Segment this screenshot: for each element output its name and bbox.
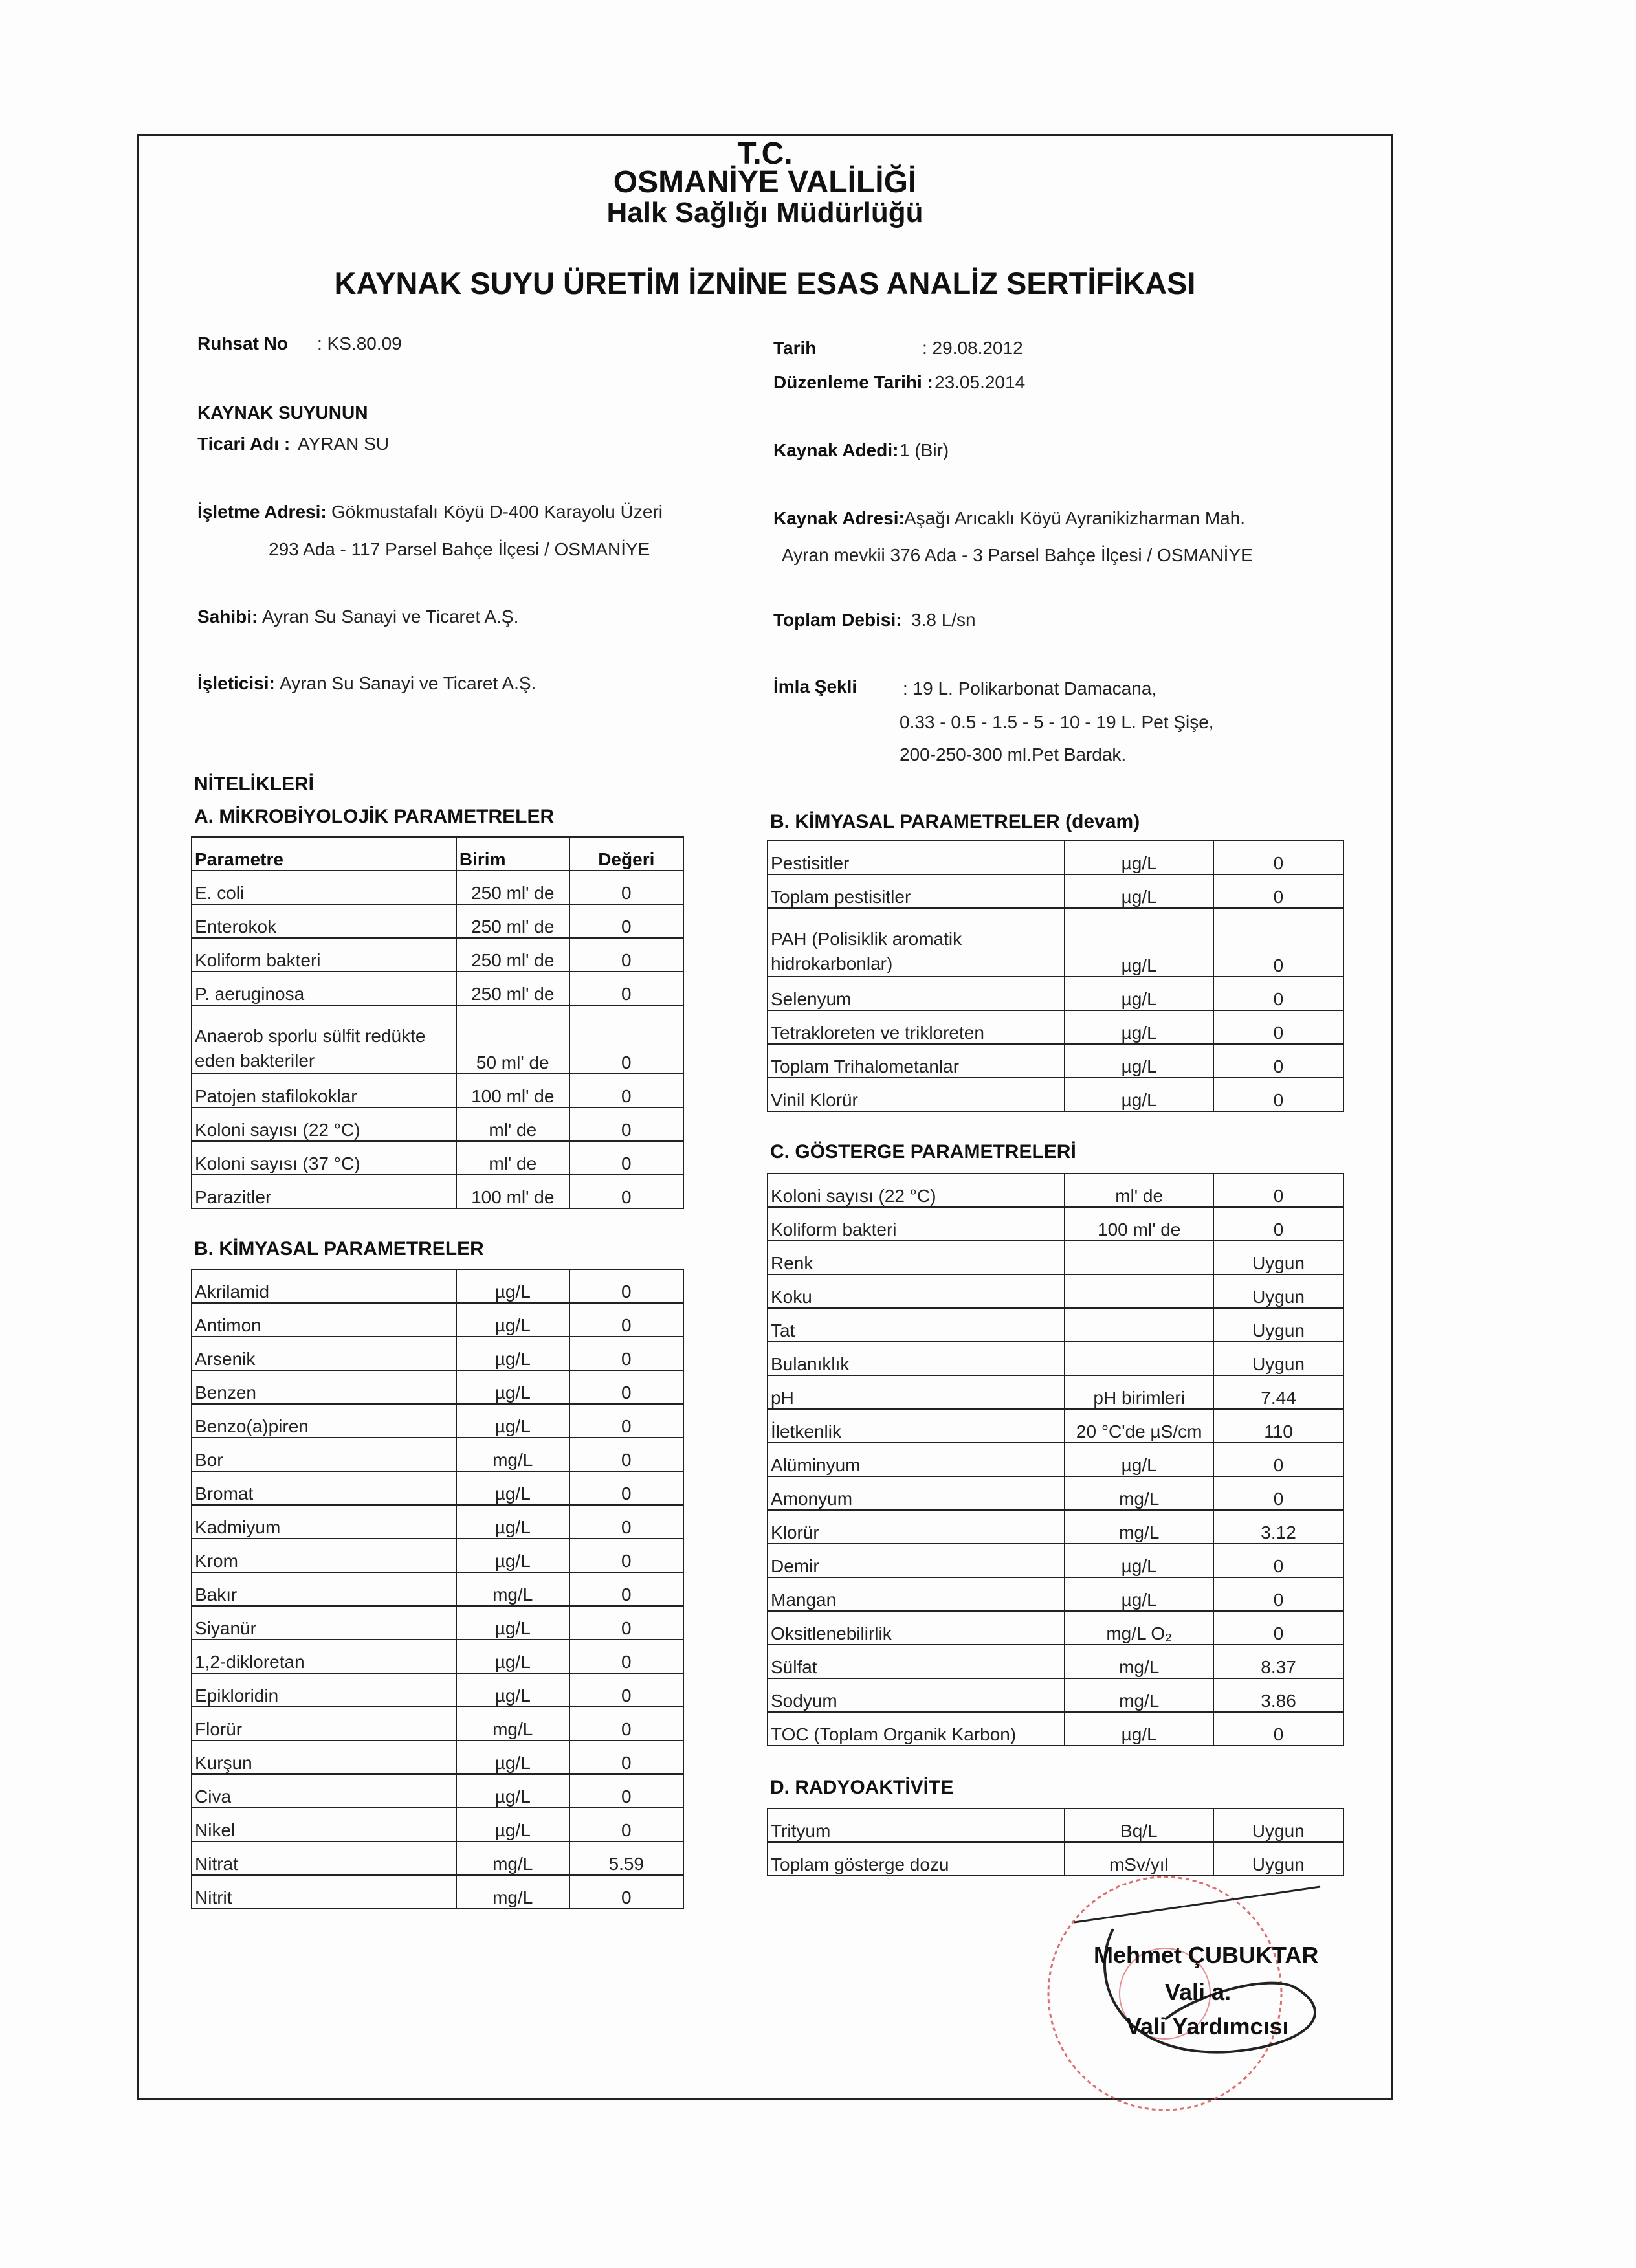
- param-unit: µg/L: [1065, 1577, 1213, 1611]
- kaynak-adedi-value: 1 (Bir): [900, 440, 949, 460]
- param-unit: µg/L: [456, 1370, 569, 1404]
- param-name: Civa: [192, 1774, 456, 1808]
- table-row: [192, 904, 683, 938]
- param-name: Toplam pestisitler: [768, 874, 1065, 908]
- table-row: [768, 1712, 1343, 1746]
- param-value: Uygun: [1213, 1342, 1343, 1375]
- param-name: Enterokok: [192, 904, 456, 938]
- param-value: 0: [569, 1505, 684, 1539]
- table-row: [192, 1303, 683, 1337]
- param-name: Kurşun: [192, 1740, 456, 1774]
- table-row: [768, 1274, 1343, 1308]
- param-name: Nitrat: [192, 1841, 456, 1875]
- param-value: 0: [569, 1640, 684, 1673]
- param-name: Tat: [768, 1308, 1065, 1342]
- param-value: Uygun: [1213, 1274, 1343, 1308]
- param-unit: µg/L: [456, 1606, 569, 1640]
- param-value: 0: [569, 904, 683, 938]
- table-row: [192, 1074, 683, 1107]
- param-value: 5.59: [569, 1841, 684, 1875]
- signatory-title-2: Vali Yardımcısı: [1126, 2013, 1289, 2040]
- param-name: Kadmiyum: [192, 1505, 456, 1539]
- ticari-value: AYRAN SU: [298, 434, 390, 454]
- param-name: Epikloridin: [192, 1673, 456, 1707]
- param-unit: µg/L: [456, 1808, 569, 1841]
- table-row: [192, 1505, 683, 1539]
- param-name: Nitrit: [192, 1875, 456, 1909]
- param-name: TOC (Toplam Organik Karbon): [768, 1712, 1065, 1746]
- table-row: [192, 1370, 683, 1404]
- param-value: 0: [569, 1572, 684, 1606]
- param-name: Bor: [192, 1438, 456, 1471]
- table-row: [192, 1539, 683, 1572]
- sahibi-label: Sahibi:: [197, 606, 258, 627]
- param-value: 0: [1213, 1078, 1343, 1111]
- table-row: [768, 874, 1343, 908]
- param-value: Uygun: [1213, 1808, 1343, 1842]
- table-row: [768, 1611, 1343, 1645]
- table-row: [192, 1875, 683, 1909]
- param-name: Toplam gösterge dozu: [768, 1842, 1065, 1876]
- param-value: 0: [569, 1875, 684, 1909]
- param-value: 0: [1213, 841, 1343, 874]
- param-value: 0: [1213, 1577, 1343, 1611]
- param-name: Sülfat: [768, 1645, 1065, 1678]
- gosterge-table: [767, 1173, 1344, 1746]
- table-row: [192, 1141, 683, 1175]
- table-row: [192, 1640, 683, 1673]
- table-row: [192, 1841, 683, 1875]
- param-name: Amonyum: [768, 1476, 1065, 1510]
- isleticisi-label: İşleticisi:: [197, 673, 275, 693]
- table-row: [768, 1808, 1343, 1842]
- table-row: [768, 1409, 1343, 1443]
- tarih-label: Tarih: [773, 338, 817, 358]
- chem2-section-title: B. KİMYASAL PARAMETRELER (devam): [770, 811, 1140, 832]
- param-unit: µg/L: [1065, 1044, 1213, 1078]
- isletme-line1: Gökmustafalı Köyü D-400 Karayolu Üzeri: [331, 502, 663, 522]
- param-unit: µg/L: [1065, 874, 1213, 908]
- duzenleme-value: 23.05.2014: [934, 372, 1026, 392]
- param-unit: µg/L: [456, 1640, 569, 1673]
- table-row: [768, 977, 1343, 1010]
- debi-value: 3.8 L/sn: [911, 610, 976, 630]
- table-row: [192, 1175, 683, 1208]
- param-name: Koku: [768, 1274, 1065, 1308]
- param-unit: 100 ml' de: [456, 1175, 569, 1208]
- param-unit: µg/L: [1065, 908, 1213, 977]
- table-row: [768, 1044, 1343, 1078]
- param-value: 0: [569, 1471, 684, 1505]
- ruhsat-label: Ruhsat No: [197, 333, 288, 353]
- param-value: Uygun: [1213, 1308, 1343, 1342]
- param-name: Pestisitler: [768, 841, 1065, 874]
- param-name: Bakır: [192, 1572, 456, 1606]
- param-unit: ml' de: [456, 1107, 569, 1141]
- param-value: 0: [569, 1539, 684, 1572]
- param-value: 0: [569, 1175, 683, 1208]
- param-unit: 50 ml' de: [456, 1005, 569, 1074]
- param-value: 0: [569, 1005, 683, 1074]
- header-mudurluk: Halk Sağlığı Müdürlüğü: [606, 197, 923, 228]
- signatory-name: Mehmet ÇUBUKTAR: [1094, 1942, 1319, 1968]
- sahibi-value: Ayran Su Sanayi ve Ticaret A.Ş.: [262, 606, 519, 627]
- col-header: Değeri: [569, 837, 683, 871]
- micro-section-title: A. MİKROBİYOLOJİK PARAMETRELER: [194, 806, 555, 827]
- param-value: 0: [569, 1074, 683, 1107]
- param-value: 0: [569, 1740, 684, 1774]
- param-unit: µg/L: [456, 1337, 569, 1370]
- table-row: [192, 1673, 683, 1707]
- micro-table: [191, 836, 684, 1209]
- table-row: [192, 1707, 683, 1740]
- param-unit: mg/L: [456, 1572, 569, 1606]
- param-unit: 250 ml' de: [456, 938, 569, 972]
- param-name: Oksitlenebilirlik: [768, 1611, 1065, 1645]
- kaynak-suyunun-label: KAYNAK SUYUNUN: [197, 403, 368, 423]
- param-name: Koloni sayısı (22 °C): [192, 1107, 456, 1141]
- table-row: [768, 1173, 1343, 1207]
- param-value: 0: [1213, 1443, 1343, 1476]
- param-unit: µg/L: [1065, 841, 1213, 874]
- param-unit: µg/L: [456, 1539, 569, 1572]
- table-row: [768, 1443, 1343, 1476]
- signatory-title-1: Vali a.: [1165, 1979, 1232, 2005]
- table-header-row: [192, 837, 683, 871]
- param-unit: [1065, 1274, 1213, 1308]
- col-header: Parametre: [192, 837, 456, 871]
- table-row: [768, 841, 1343, 874]
- chem-section-title: B. KİMYASAL PARAMETRELER: [194, 1238, 484, 1260]
- radyo-section-title: D. RADYOAKTİVİTE: [770, 1777, 954, 1798]
- param-name: Mangan: [768, 1577, 1065, 1611]
- table-row: [768, 1241, 1343, 1274]
- table-row: [768, 908, 1343, 977]
- param-unit: µg/L: [1065, 1078, 1213, 1111]
- chem-table: [191, 1269, 684, 1909]
- param-name: Toplam Trihalometanlar: [768, 1044, 1065, 1078]
- table-row: [192, 1471, 683, 1505]
- imla-line3: 200-250-300 ml.Pet Bardak.: [900, 744, 1127, 764]
- param-unit: µg/L: [1065, 1010, 1213, 1044]
- table-row: [192, 1337, 683, 1370]
- gosterge-section-title: C. GÖSTERGE PARAMETRELERİ: [770, 1141, 1076, 1162]
- table-row: [768, 1375, 1343, 1409]
- param-unit: mg/L: [1065, 1678, 1213, 1712]
- param-value: 0: [569, 1438, 684, 1471]
- kaynak-adresi-line1: Aşağı Arıcaklı Köyü Ayranikizharman Mah.: [904, 508, 1246, 528]
- param-unit: [1065, 1308, 1213, 1342]
- param-name: Akrilamid: [192, 1269, 456, 1303]
- table-row: [192, 1107, 683, 1141]
- table-row: [192, 1404, 683, 1438]
- param-name: Alüminyum: [768, 1443, 1065, 1476]
- param-value: 0: [569, 1404, 684, 1438]
- tarih-value: : 29.08.2012: [922, 338, 1023, 358]
- debi-label: Toplam Debisi:: [773, 610, 902, 630]
- param-name: Klorür: [768, 1510, 1065, 1544]
- table-row: [768, 1078, 1343, 1111]
- ruhsat-value: : KS.80.09: [317, 333, 402, 353]
- param-name: Demir: [768, 1544, 1065, 1577]
- param-name: E. coli: [192, 871, 456, 904]
- param-value: 3.86: [1213, 1678, 1343, 1712]
- param-unit: 250 ml' de: [456, 972, 569, 1005]
- param-name: Tetrakloreten ve trikloreten: [768, 1010, 1065, 1044]
- param-name: Koloni sayısı (37 °C): [192, 1141, 456, 1175]
- param-value: 0: [1213, 1712, 1343, 1746]
- imla-line1: : 19 L. Polikarbonat Damacana,: [903, 678, 1157, 698]
- imla-label: İmla Şekli: [773, 676, 857, 696]
- param-unit: 20 °C'de µS/cm: [1065, 1409, 1213, 1443]
- table-row: [768, 1207, 1343, 1241]
- param-value: 0: [569, 972, 683, 1005]
- param-unit: µg/L: [456, 1303, 569, 1337]
- param-unit: µg/L: [456, 1505, 569, 1539]
- table-row: [768, 1544, 1343, 1577]
- ticari-label: Ticari Adı :: [197, 434, 291, 454]
- param-value: 0: [1213, 1173, 1343, 1207]
- certificate-title: KAYNAK SUYU ÜRETİM İZNİNE ESAS ANALİZ SERTİFİKASI: [334, 266, 1196, 300]
- table-row: [192, 1740, 683, 1774]
- table-row: [192, 938, 683, 972]
- param-name: pH: [768, 1375, 1065, 1409]
- param-unit: µg/L: [1065, 977, 1213, 1010]
- table-row: [768, 1678, 1343, 1712]
- param-value: 8.37: [1213, 1645, 1343, 1678]
- param-name: Koliform bakteri: [192, 938, 456, 972]
- duzenleme-label: Düzenleme Tarihi :: [773, 372, 933, 392]
- chem2-table: [767, 840, 1344, 1112]
- param-value: 0: [569, 1269, 684, 1303]
- header-tc: T.C.: [737, 137, 793, 171]
- param-name: Koloni sayısı (22 °C): [768, 1173, 1065, 1207]
- param-unit: ml' de: [456, 1141, 569, 1175]
- param-value: 0: [569, 1303, 684, 1337]
- table-row: [192, 1005, 683, 1074]
- param-name: Sodyum: [768, 1678, 1065, 1712]
- param-value: 0: [1213, 977, 1343, 1010]
- param-unit: µg/L: [456, 1740, 569, 1774]
- nitelikleri-heading: NİTELİKLERİ: [194, 773, 314, 795]
- table-row: [768, 1645, 1343, 1678]
- table-row: [768, 1342, 1343, 1375]
- table-row: [192, 972, 683, 1005]
- param-value: 0: [569, 1808, 684, 1841]
- param-unit: µg/L: [456, 1673, 569, 1707]
- param-value: 3.12: [1213, 1510, 1343, 1544]
- kaynak-adresi-line2: Ayran mevkii 376 Ada - 3 Parsel Bahçe İlçesi / OSMANİYE: [782, 545, 1253, 565]
- col-header: Birim: [456, 837, 569, 871]
- table-row: [192, 1808, 683, 1841]
- table-row: [768, 1577, 1343, 1611]
- param-value: Uygun: [1213, 1842, 1343, 1876]
- param-name: P. aeruginosa: [192, 972, 456, 1005]
- param-unit: mSv/yıl: [1065, 1842, 1213, 1876]
- param-value: 0: [569, 871, 683, 904]
- param-value: 0: [569, 1774, 684, 1808]
- param-unit: mg/L O₂: [1065, 1611, 1213, 1645]
- param-unit: pH birimleri: [1065, 1375, 1213, 1409]
- param-name: Antimon: [192, 1303, 456, 1337]
- param-unit: µg/L: [1065, 1544, 1213, 1577]
- param-name: İletkenlik: [768, 1409, 1065, 1443]
- param-value: 0: [1213, 1207, 1343, 1241]
- param-name: 1,2-dikloretan: [192, 1640, 456, 1673]
- param-name: Vinil Klorür: [768, 1078, 1065, 1111]
- param-value: 7.44: [1213, 1375, 1343, 1409]
- param-value: 0: [569, 1370, 684, 1404]
- param-unit: 100 ml' de: [1065, 1207, 1213, 1241]
- isletme-label: İşletme Adresi:: [197, 502, 327, 522]
- imla-line2: 0.33 - 0.5 - 1.5 - 5 - 10 - 19 L. Pet Şişe,: [900, 712, 1214, 732]
- param-name: Koliform bakteri: [768, 1207, 1065, 1241]
- param-unit: µg/L: [1065, 1712, 1213, 1746]
- param-value: 0: [1213, 1544, 1343, 1577]
- param-value: 0: [1213, 874, 1343, 908]
- param-value: 0: [569, 1141, 683, 1175]
- table-row: [768, 1476, 1343, 1510]
- param-value: Uygun: [1213, 1241, 1343, 1274]
- param-name: Bromat: [192, 1471, 456, 1505]
- param-unit: 250 ml' de: [456, 904, 569, 938]
- param-unit: ml' de: [1065, 1173, 1213, 1207]
- param-unit: µg/L: [456, 1774, 569, 1808]
- param-value: 0: [569, 1606, 684, 1640]
- table-row: [192, 871, 683, 904]
- param-unit: mg/L: [1065, 1645, 1213, 1678]
- param-name: Benzo(a)piren: [192, 1404, 456, 1438]
- param-value: 0: [1213, 908, 1343, 977]
- param-value: 0: [1213, 1611, 1343, 1645]
- param-value: 0: [569, 1673, 684, 1707]
- param-unit: mg/L: [1065, 1510, 1213, 1544]
- kaynak-adresi-label: Kaynak Adresi:: [773, 508, 905, 528]
- param-unit: [1065, 1241, 1213, 1274]
- param-unit: µg/L: [456, 1404, 569, 1438]
- param-unit: 250 ml' de: [456, 871, 569, 904]
- param-unit: [1065, 1342, 1213, 1375]
- param-value: 0: [1213, 1010, 1343, 1044]
- isleticisi-value: Ayran Su Sanayi ve Ticaret A.Ş.: [280, 673, 536, 693]
- param-name: Anaerob sporlu sülfit redükte eden bakteriler: [192, 1005, 456, 1074]
- param-unit: 100 ml' de: [456, 1074, 569, 1107]
- param-name: Renk: [768, 1241, 1065, 1274]
- table-row: [192, 1774, 683, 1808]
- param-name: Krom: [192, 1539, 456, 1572]
- table-row: [192, 1606, 683, 1640]
- param-value: 0: [569, 1337, 684, 1370]
- param-unit: mg/L: [456, 1438, 569, 1471]
- param-name: Nikel: [192, 1808, 456, 1841]
- param-unit: mg/L: [456, 1707, 569, 1740]
- kaynak-adedi-label: Kaynak Adedi:: [773, 440, 899, 460]
- param-name: Parazitler: [192, 1175, 456, 1208]
- param-unit: Bq/L: [1065, 1808, 1213, 1842]
- param-unit: mg/L: [456, 1875, 569, 1909]
- param-name: PAH (Polisiklik aromatik hidrokarbonlar): [768, 908, 1065, 977]
- table-row: [192, 1438, 683, 1471]
- table-row: [768, 1010, 1343, 1044]
- param-unit: mg/L: [456, 1841, 569, 1875]
- param-name: Benzen: [192, 1370, 456, 1404]
- isletme-line2: 293 Ada - 117 Parsel Bahçe İlçesi / OSMANİYE: [269, 539, 650, 559]
- param-value: 0: [1213, 1476, 1343, 1510]
- param-name: Siyanür: [192, 1606, 456, 1640]
- table-row: [192, 1269, 683, 1303]
- param-name: Bulanıklık: [768, 1342, 1065, 1375]
- param-value: 0: [569, 1707, 684, 1740]
- param-name: Florür: [192, 1707, 456, 1740]
- header-valilik: OSMANİYE VALİLİĞİ: [613, 165, 917, 199]
- param-value: 0: [1213, 1044, 1343, 1078]
- table-row: [192, 1572, 683, 1606]
- table-row: [768, 1308, 1343, 1342]
- param-value: 110: [1213, 1409, 1343, 1443]
- table-row: [768, 1510, 1343, 1544]
- param-value: 0: [569, 938, 683, 972]
- param-name: Trityum: [768, 1808, 1065, 1842]
- param-name: Arsenik: [192, 1337, 456, 1370]
- param-unit: mg/L: [1065, 1476, 1213, 1510]
- param-unit: µg/L: [456, 1471, 569, 1505]
- param-unit: µg/L: [456, 1269, 569, 1303]
- param-name: Patojen stafilokoklar: [192, 1074, 456, 1107]
- param-name: Selenyum: [768, 977, 1065, 1010]
- param-value: 0: [569, 1107, 683, 1141]
- param-unit: µg/L: [1065, 1443, 1213, 1476]
